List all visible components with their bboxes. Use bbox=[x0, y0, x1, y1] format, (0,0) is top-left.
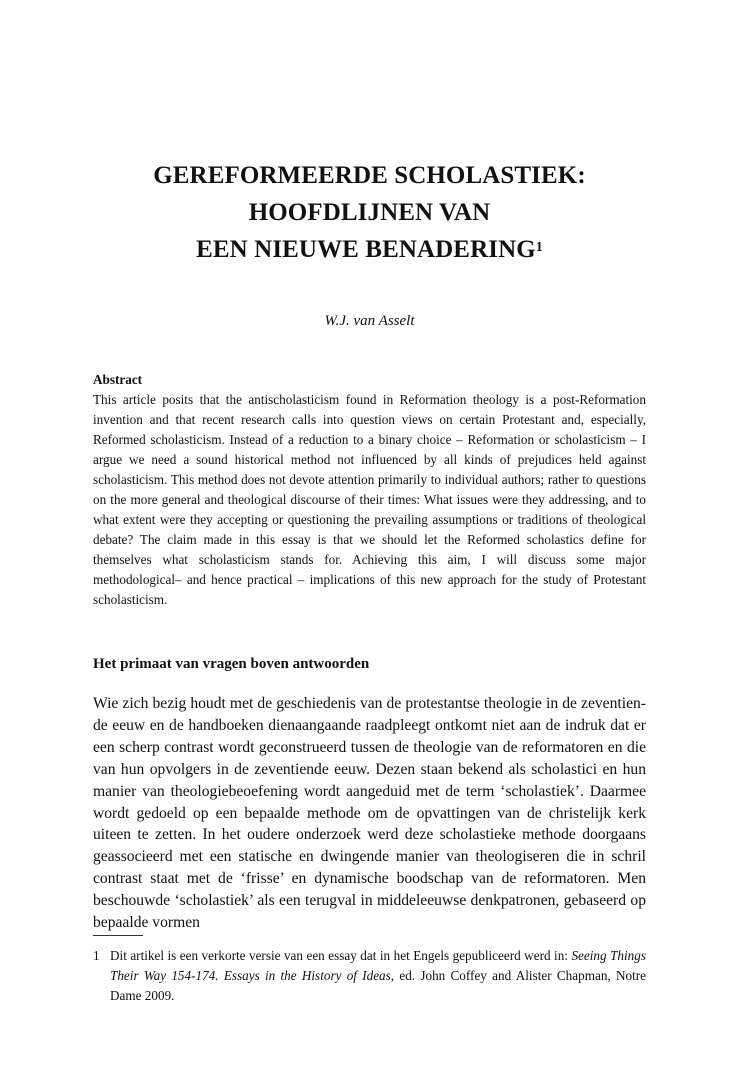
abstract-heading: Abstract bbox=[93, 372, 143, 387]
footnote-text bbox=[110, 946, 646, 1006]
title-line-1: GEREFORMEERDE SCHOLASTIEK: bbox=[153, 162, 586, 189]
section-heading: Het primaat van vragen boven antwoorden bbox=[93, 656, 370, 672]
abstract-text: This article posits that the antischolasticism found in Reformation theology is a post-Reformation invention and that recent research calls into question views on certain Protestant and, especially, Reformed scholasticism. Instead of a reduction to a binary choice – Reformation or scholasticism – I argue we need a sound historical method not influenced by all kinds of prejudices held against scholasticism. This method does not devote attention primarily to individual authors; rather to questions on the more general and theological discourse of their times: What issues were they addressing, and to what extent were they accepting or questioning the prevailing assumptions or traditions of theological debate? The claim made in this essay is that we should let the Reformed scholastics define for themselves what scholasticism stands for. Achieving this aim, I will discuss some major methodological– and hence practical – implications of this new approach for the study of Protestant scholasticism. bbox=[93, 392, 646, 607]
author-name: W.J. van Asselt bbox=[324, 313, 415, 329]
footnote bbox=[93, 946, 646, 1006]
title-line-2: HOOFDLIJNEN VAN bbox=[248, 199, 491, 226]
footnote-divider bbox=[93, 935, 143, 936]
footnote-text-after: , ed. John Coffey and Alister Chapman, Notre Dame 2009. bbox=[110, 968, 647, 1003]
article-title bbox=[93, 157, 646, 268]
body-paragraph: Wie zich bezig houdt met de geschiedenis van de protestantse theologie in de zeventiende eeuw en de handboeken dienaangaande raadpleegt ontkomt niet aan de indruk dat er een scherp contrast wordt geconstrueerd tussen de theologie van de reformatoren en die van hun opvolgers in de zeventiende eeuw. Dezen staan bekend als scholastici en hun manier van theologiebeoefening wordt aangeduid met de term ‘scholastiek’. Daarmee wordt gedoeld op een bepaalde methode om de opvattingen van de christelijk kerk uiteen te zetten. In het oudere onderzoek werd deze scholastieke methode doorgaans geassocieerd met een statische en dwingende manier van theologiseren die in schril contrast staat met de ‘frisse’ en dynamische boodschap van de reformatoren. Men beschouwde ‘scholastiek’ als een terugval in middeleeuwse denkpatronen, gebaseerd op bepaalde vormen bbox=[93, 695, 646, 932]
title-line-3 bbox=[93, 231, 646, 268]
title-footnote-ref: 1 bbox=[535, 240, 543, 255]
footnote-number: 1 bbox=[93, 948, 100, 963]
title-line-3-text: EEN NIEUWE BENADERING bbox=[196, 236, 536, 263]
footnote-cited-title: Seeing Things Their Way 154-174. Essays in the History of Ideas bbox=[110, 948, 646, 983]
abstract-section bbox=[93, 370, 646, 610]
footnote-text-before: Dit artikel is een verkorte versie van een essay dat in het Engels gepubliceerd werd in: bbox=[110, 948, 572, 963]
